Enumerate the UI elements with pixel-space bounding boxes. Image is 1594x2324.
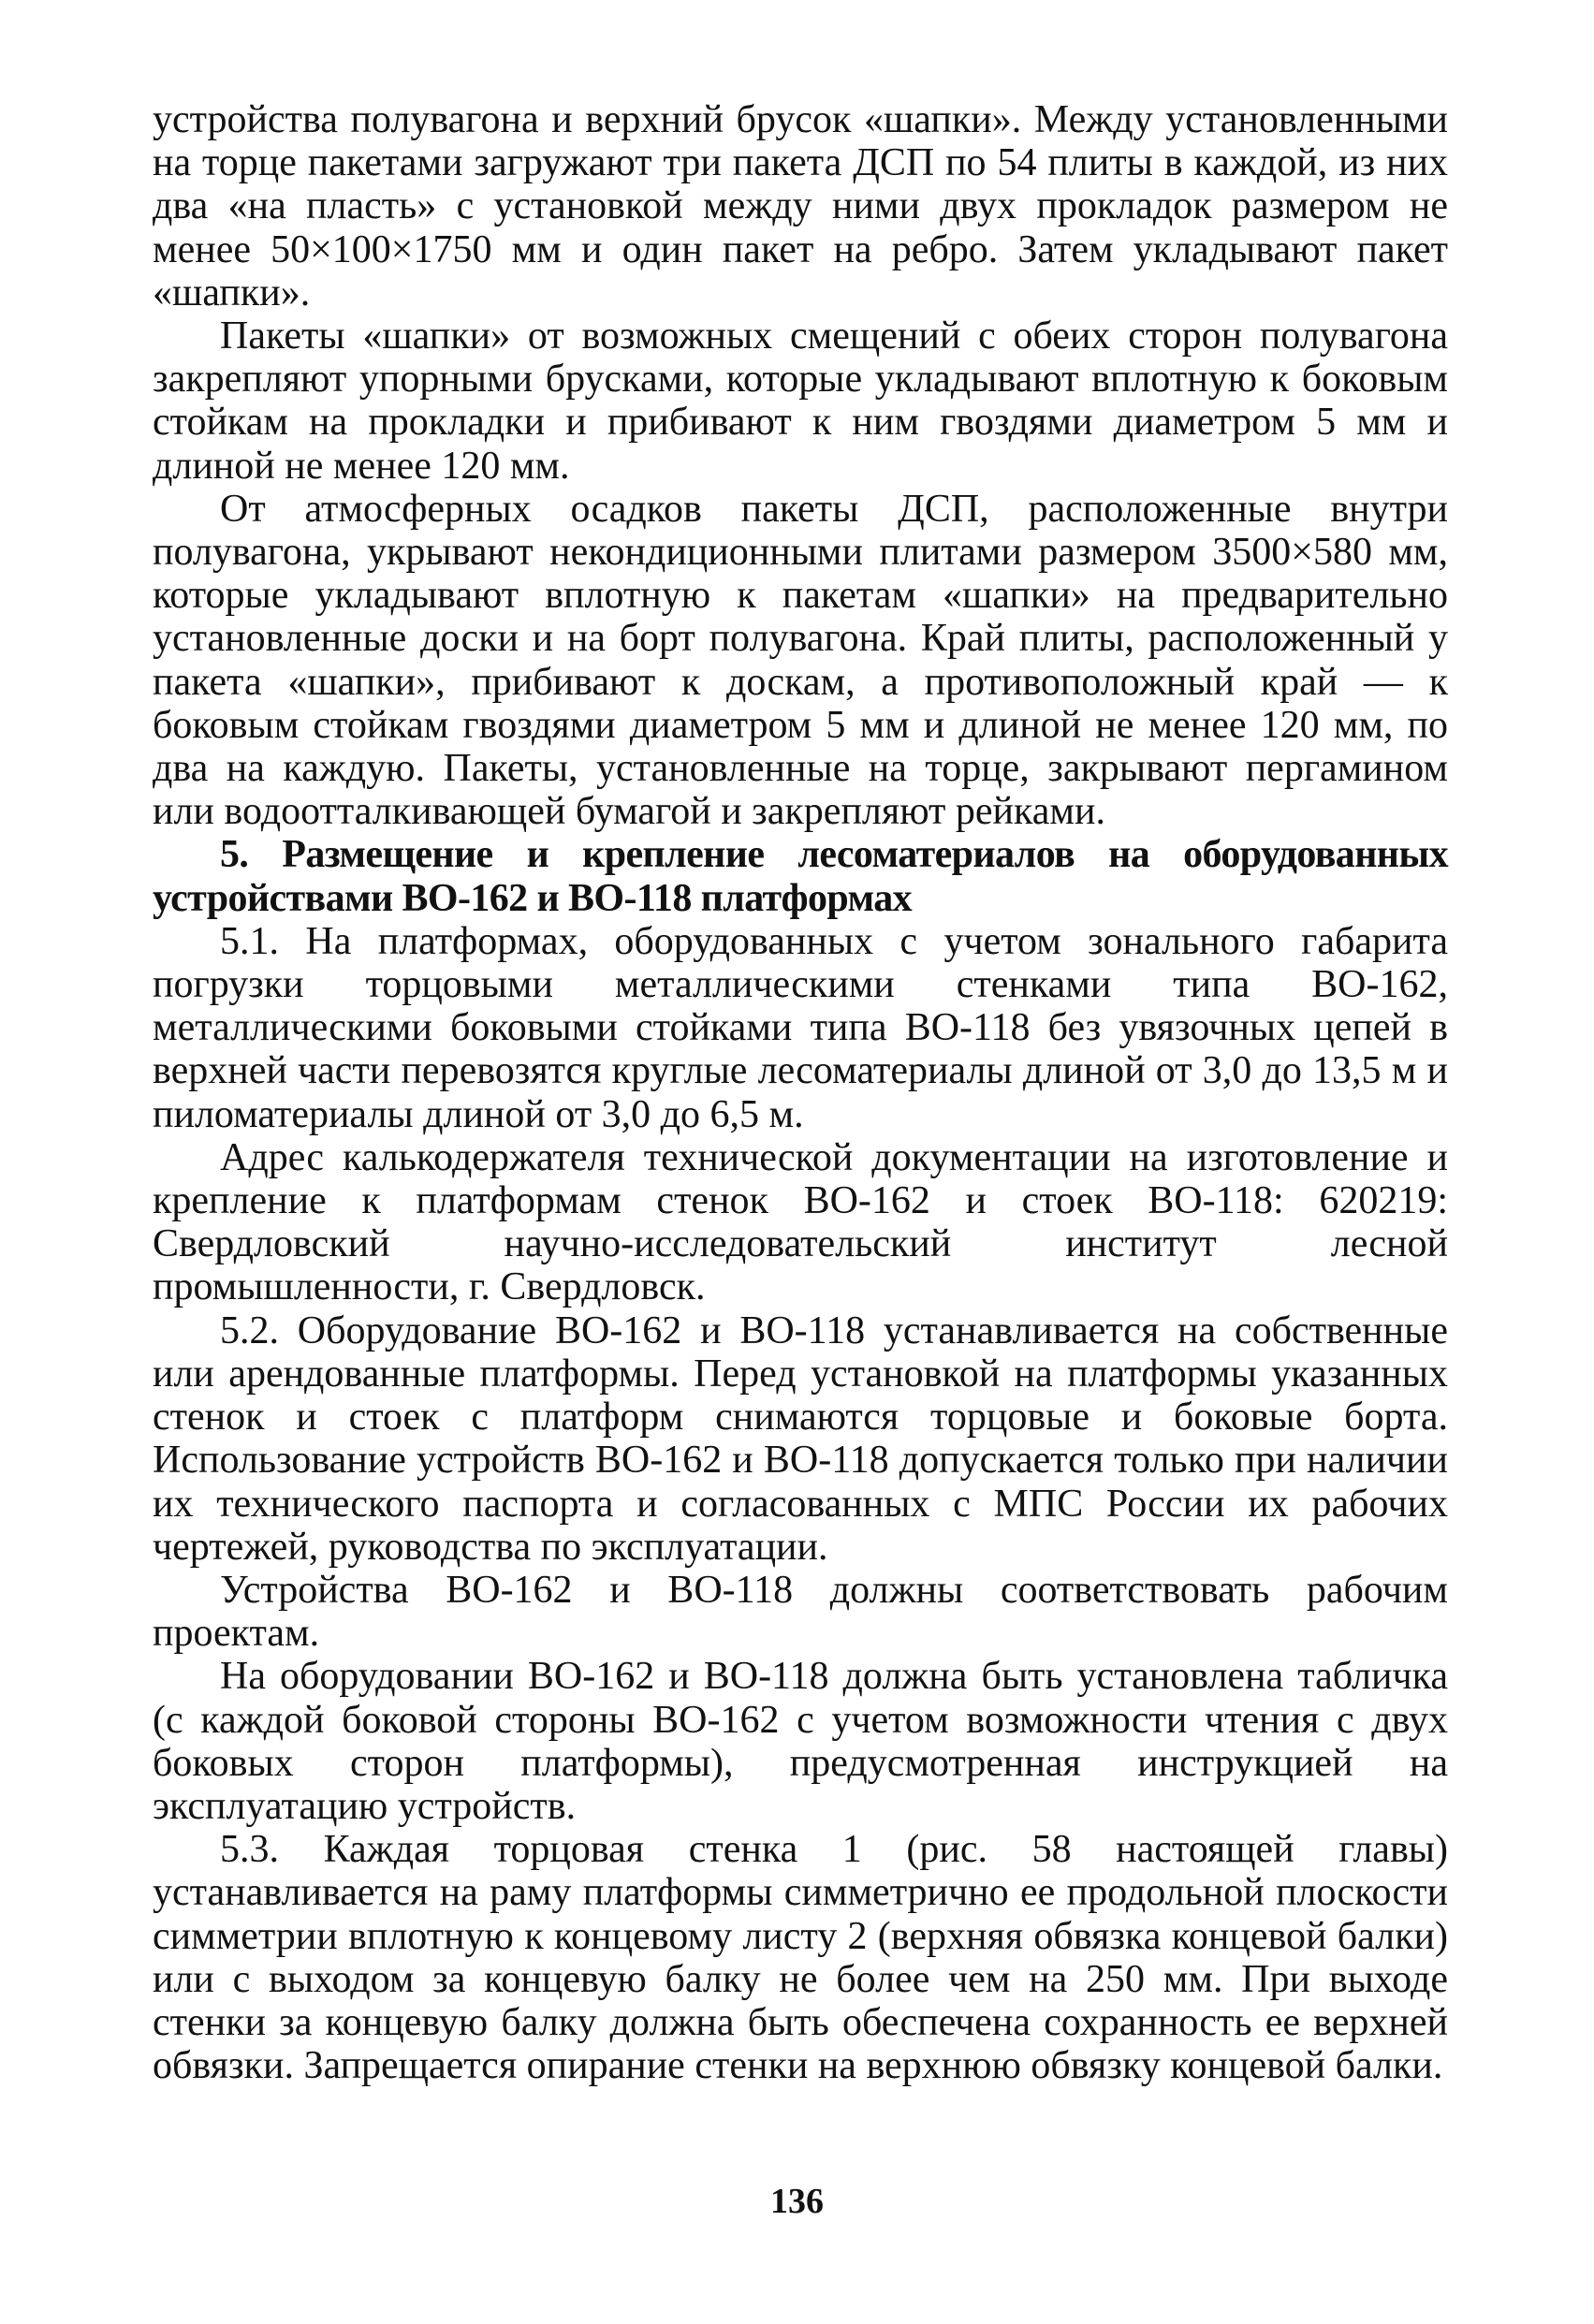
page-number: 136 bbox=[770, 2182, 824, 2221]
paragraph-shapki-fastening: Пакеты «шапки» от возможных смещений с обеих сторон полувагона закрепляют упорными брусками, которые укладывают вплотную к боковым стойкам на прокладки и прибивают к ним гвоздями диаметром 5 мм и длиной не менее 120 мм. bbox=[153, 314, 1448, 488]
paragraph-5-2: 5.2. Оборудование ВО-162 и ВО-118 устанавливается на собственные или арендованные платформы. Перед установкой на платформы указанных стенок и стоек с платформ снимаются торцовые и боковые борта. Использование устройств ВО-162 и ВО-118 допускается только при наличии их технического паспорта и согласованных с МПС России их рабочих чертежей, руководства по эксплуатации. bbox=[153, 1308, 1448, 1569]
paragraph-5-1: 5.1. На платформах, оборудованных с учетом зонального габарита погрузки торцовыми металлическими стенками типа ВО-162, металлическими боковыми стойками типа ВО-118 без увязочных цепей в верхней части перевозятся круглые лесоматериалы длиной от 3,0 до 13,5 м и пиломатериалы длиной от 3,0 до 6,5 м. bbox=[153, 919, 1448, 1136]
paragraph-precipitation-cover: От атмосферных осадков пакеты ДСП, расположенные внутри полувагона, укрывают некондиционными плитами размером 3500×580 мм, которые укладывают вплотную к пакетам «шапки» на предварительно установленные доски и на борт полувагона. Край плиты, расположенный у пакета «шапки», прибивают к доскам, а противоположный край — к боковым стойкам гвоздями диаметром 5 мм и длиной не менее 120 мм, по два на каждую. Пакеты, установленные на торце, закрывают пергамином или водоотталкивающей бумагой и закрепляют рейками. bbox=[153, 487, 1448, 834]
paragraph-nameplate: На оборудовании ВО-162 и ВО-118 должна быть установлена табличка (с каждой боковой стороны ВО-162 с учетом возможности чтения с двух боковых сторон платформы), предусмотренная инструкцией на эксплуатацию устройств. bbox=[153, 1655, 1448, 1828]
paragraph-address: Адрес калькодержателя технической документации на изготовление и крепление к платформам стенок ВО-162 и стоек ВО-118: 620219: Свердловский научно-исследовательский институт лесной промышленности, г. Свердловск. bbox=[153, 1135, 1448, 1309]
page-body bbox=[153, 98, 1448, 2087]
paragraph-continuation: устройства полувагона и верхний брусок «шапки». Между установленными на торце пакетами загружают три пакета ДСП по 54 плиты в каждой, из них два «на пласть» с установкой между ними двух прокладок размером не менее 50×100×1750 мм и один пакет на ребро. Затем укладывают пакет «шапки». bbox=[153, 98, 1448, 314]
paragraph-5-3: 5.3. Каждая торцовая стенка 1 (рис. 58 настоящей главы) устанавливается на раму платформы симметрично ее продольной плоскости симметрии вплотную к концевому листу 2 (верхняя обвязка концевой балки) или с выходом за концевую балку не более чем на 250 мм. При выходе стенки за концевую балку должна быть обеспечена сохранность ее верхней обвязки. Запрещается опирание стенки на верхнюю обвязку концевой балки. bbox=[153, 1828, 1448, 2088]
paragraph-conformity: Устройства ВО-162 и ВО-118 должны соответствовать рабочим проектам. bbox=[153, 1568, 1448, 1656]
section-heading: 5. Размещение и крепление лесоматериалов на оборудованных устройствами ВО-162 и ВО-118 платформах bbox=[153, 833, 1448, 920]
